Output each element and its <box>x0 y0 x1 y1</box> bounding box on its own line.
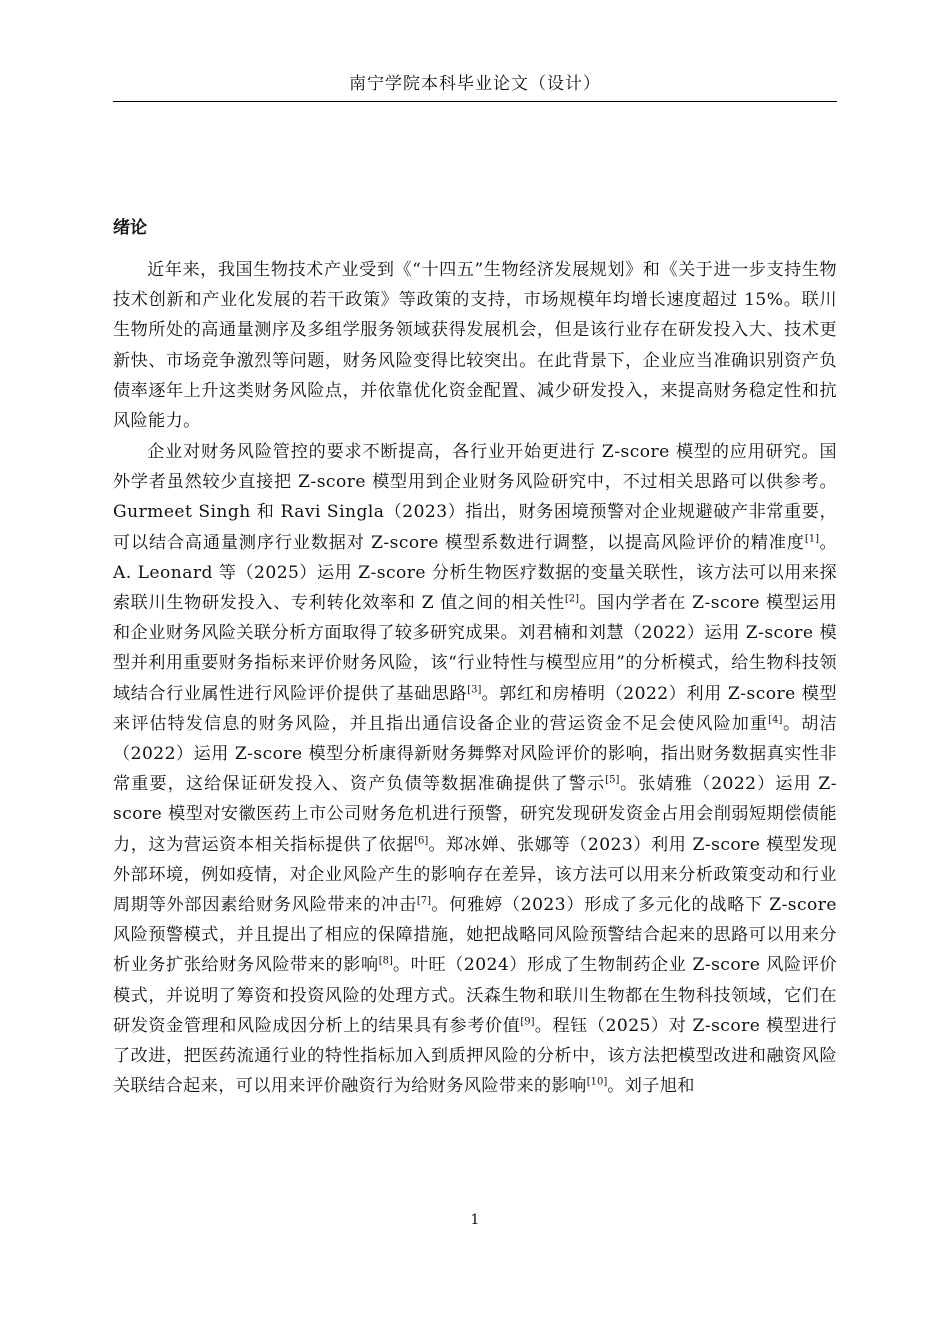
text-run: 。郑冰婵、张娜等（2023）利用 Z-score 模型发现外部环境，例如疫情，对企业风险产生的影响存在差异，该方法可以用来分析政策变动和行业周期等外部因素给财务风险带来的冲击 <box>113 834 838 915</box>
section-title: 绪论 <box>113 218 147 238</box>
text-run: 。张婧雅（2022）运用 Z-score 模型对安徽医药上市公司财务危机进行预警，研究发现研发资金占用会削弱短期偿债能力，这为营运资本相关指标提供了依据 <box>113 774 837 855</box>
citation-marker: [8] <box>378 955 393 967</box>
text-run: 近年来，我国生物技术产业受到《“十四五”生物经济发展规划》和《关于进一步支持生物技术创新和产业化发展的若干政策》等政策的支持，市场规模年均增长速度超过 15%。联川生物所处的高通量测序及多组学服务领域获得发展机会，但是该行业存在研发投入大、技术更新快、市场竞争激烈等问题，财务风险变得比较突出。在此背景下，企业应当准确识别资产负债率逐年上升这类财务风险点，并依靠优化资金配置、减少研发投入，来提高财务稳定性和抗风险能力。 <box>113 260 837 432</box>
page-header: 南宁学院本科毕业论文（设计） <box>349 74 601 94</box>
citation-marker: [9] <box>520 1016 535 1028</box>
text-run: 。郭红和房椿明（2022）利用 Z-score 模型来评估特发信息的财务风险，并且指出通信设备企业的营运资金不足会使风险加重 <box>113 683 837 734</box>
text-run: 。刘子旭和 <box>607 1076 695 1097</box>
citation-marker: [7] <box>416 895 432 907</box>
citation-marker: [10] <box>586 1076 608 1088</box>
text-run: 。叶旺（2024）形成了生物制药企业 Z-score 风险评价模式，并说明了筹资和投资风险的处理方式。沃森生物和联川生物都在生物科技领域，它们在研发资金管理和风险成因分析上的结果具有参考价值 <box>113 955 837 1036</box>
page-number: 1 <box>470 1212 480 1228</box>
header-divider <box>113 101 837 102</box>
text-run: 。胡洁（2022）运用 Z-score 模型分析康得新财务舞弊对风险评价的影响，指出财务数据真实性非常重要，这给保证研发投入、资产负债等数据准确提供了警示 <box>113 713 837 795</box>
text-run: 。A. Leonard 等（2025）运用 Z-score 分析生物医疗数据的变量关联性，该方法可以用来探索联川生物研发投入、专利转化效率和 Z 值之间的相关性 <box>113 532 838 613</box>
citation-marker: [4] <box>768 714 783 726</box>
citation-marker: [6] <box>414 834 429 846</box>
body-text <box>113 255 837 1101</box>
text-run: 。程钰（2025）对 Z-score 模型进行了改进，把医药流通行业的特性指标加入到质押风险的分析中，该方法把模型改进和融资风险关联结合起来，可以用来评价融资行为给财务风险带来的影响 <box>113 1015 837 1097</box>
text-run: 。国内学者在 Z-score 模型运用和企业财务风险关联分析方面取得了较多研究成果。刘君楠和刘慧（2022）运用 Z-score 模型并利用重要财务指标来评价财务风险，该“行业特性与模型应用”的分析模式，给生物科技领域结合行业属性进行风险评价提供了基础思路 <box>113 592 837 704</box>
citation-marker: [1] <box>804 532 820 544</box>
citation-marker: [2] <box>564 593 579 605</box>
citation-marker: [5] <box>605 774 620 786</box>
text-run: 企业对财务风险管控的要求不断提高，各行业开始更进行 Z-score 模型的应用研究。国外学者虽然较少直接把 Z-score 模型用到企业财务风险研究中，不过相关思路可以供参考。Gurmeet Singh 和 Ravi Singla（2023）指出，财务困境预警对企业规避破产非常重要，可以结合高通量测序行业数据对 Z-score 模型系数进行调整，以提高风险评价的精准度 <box>113 441 837 553</box>
paragraph <box>113 437 837 1101</box>
citation-marker: [3] <box>467 683 482 695</box>
text-run: 。何雅婷（2023）形成了多元化的战略下 Z-score 风险预警模式，并且提出了相应的保障措施，她把战略同风险预警结合起来的思路可以用来分析业务扩张给财务风险带来的影响 <box>113 894 837 976</box>
paragraph <box>113 255 837 436</box>
